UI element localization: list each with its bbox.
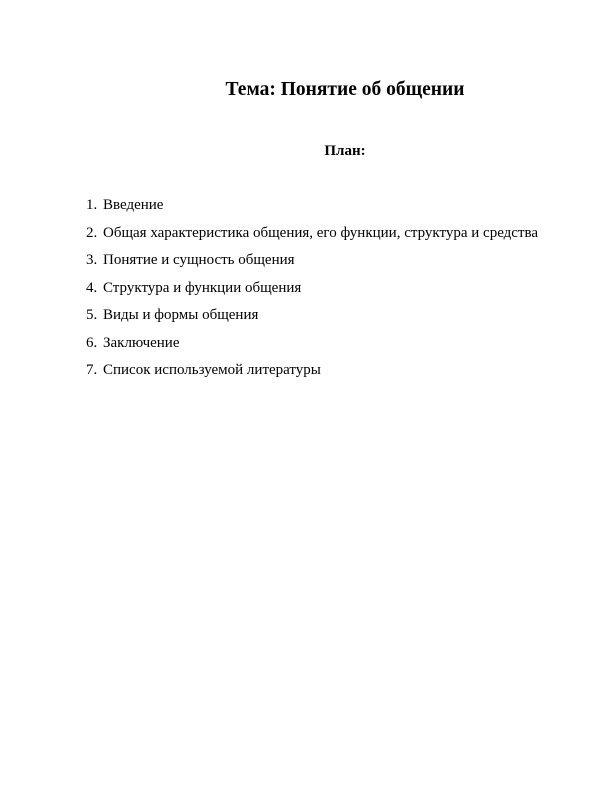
plan-heading: План: (324, 143, 366, 159)
plan-item (86, 361, 538, 389)
plan-item (86, 279, 538, 307)
plan-item-number: 6. (86, 334, 98, 351)
plan-item (86, 334, 538, 362)
plan-item-text: Структура и функции общения (103, 279, 302, 296)
plan-list (86, 196, 538, 389)
plan-item (86, 306, 538, 334)
plan-item-number: 7. (86, 362, 98, 378)
plan-item (86, 196, 538, 224)
plan-item-text: Заключение (103, 334, 180, 351)
plan-item-text: Общая характеристика общения, его функции, структура и средства (103, 224, 539, 241)
plan-item (86, 251, 538, 279)
document-title: Тема: Понятие об общении (225, 79, 465, 100)
plan-item-text: Виды и формы общения (103, 307, 259, 323)
plan-item-number: 1. (86, 197, 98, 213)
plan-item-number: 4. (86, 279, 98, 296)
plan-item-number: 2. (86, 224, 98, 241)
plan-item-text: Введение (103, 197, 164, 213)
plan-item-number: 3. (86, 252, 98, 268)
plan-item-number: 5. (86, 307, 98, 323)
plan-item (86, 224, 538, 252)
plan-item-text: Понятие и сущность общения (103, 252, 295, 268)
plan-item-text: Список используемой литературы (103, 362, 321, 378)
